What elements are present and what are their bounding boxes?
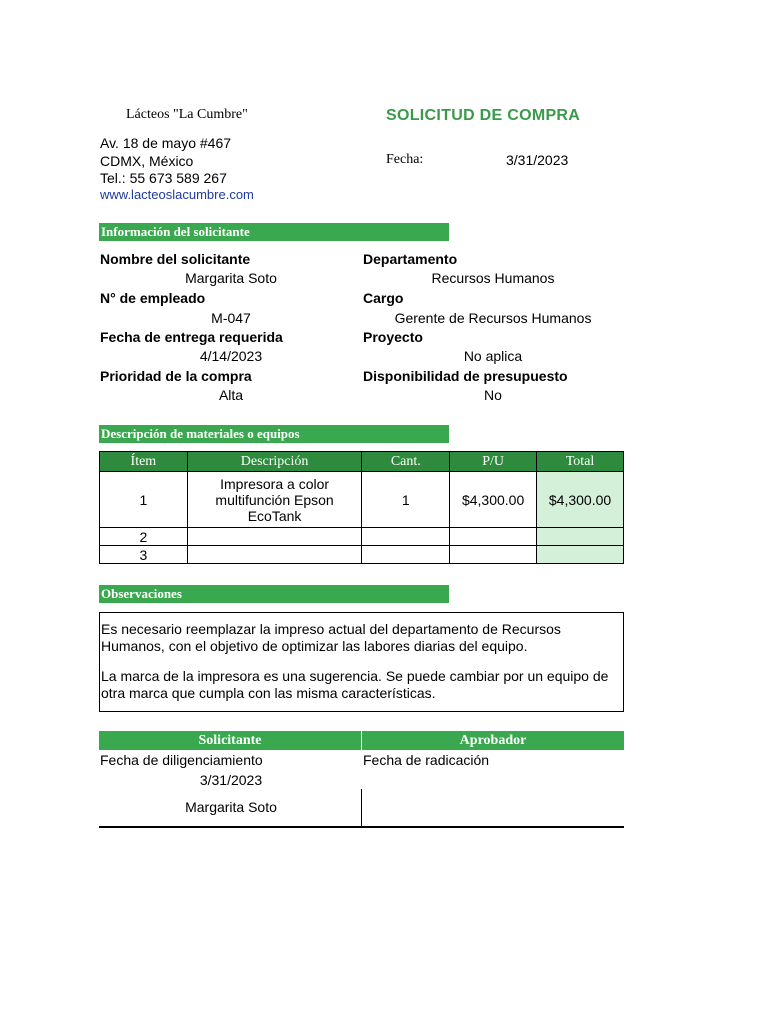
item-number-cell: 2 — [100, 528, 188, 546]
department-label: Departamento — [363, 251, 458, 267]
budget-value: No — [484, 387, 502, 403]
quantity-cell — [362, 528, 450, 546]
item-number-cell: 3 — [100, 546, 188, 564]
department-value: Recursos Humanos — [431, 270, 555, 286]
requester-date-value: 3/31/2023 — [199, 772, 263, 788]
observations-section-header: Observaciones — [99, 585, 449, 603]
column-header-quantity: Cant. — [362, 452, 450, 472]
date-label: Fecha: — [386, 152, 424, 167]
column-header-unit-price: P/U — [450, 452, 537, 472]
document-title: SOLICITUD DE COMPRA — [386, 107, 581, 124]
applicant-name-label: Nombre del solicitante — [100, 251, 251, 267]
unit-price-cell — [450, 528, 537, 546]
delivery-date-value: 4/14/2023 — [199, 348, 263, 364]
description-cell: Impresora a color multifunción Epson EcoTank — [187, 472, 362, 528]
description-cell — [187, 528, 362, 546]
total-cell — [537, 546, 624, 564]
applicant-section-header: Información del solicitante — [99, 223, 449, 241]
column-header-description: Descripción — [187, 452, 362, 472]
unit-price-cell — [450, 546, 537, 564]
requester-date-label: Fecha de diligenciamiento — [100, 752, 263, 768]
observations-box — [99, 612, 624, 712]
address-line-1: Av. 18 de mayo #467 — [100, 135, 232, 151]
phone-number: Tel.: 55 673 589 267 — [100, 170, 227, 186]
position-value: Gerente de Recursos Humanos — [394, 310, 592, 326]
project-value: No aplica — [463, 348, 523, 364]
table-row — [100, 546, 624, 564]
requester-name: Margarita Soto — [185, 799, 277, 815]
budget-label: Disponibilidad de presupuesto — [363, 368, 568, 384]
requester-header: Solicitante — [99, 731, 361, 750]
unit-price-cell: $4,300.00 — [450, 472, 537, 528]
approver-header: Aprobador — [362, 731, 624, 750]
table-row — [100, 472, 624, 528]
observation-paragraph-2: La marca de la impresora es una sugerencia. Se puede cambiar por un equipo de otra marca que cumpla con las misma características. — [101, 668, 609, 701]
signature-divider — [361, 789, 362, 827]
employee-number-value: M-047 — [211, 310, 251, 326]
column-header-item: Ítem — [100, 452, 188, 472]
table-row — [100, 528, 624, 546]
materials-section-header: Descripción de materiales o equipos — [99, 425, 449, 443]
description-cell — [187, 546, 362, 564]
observation-paragraph-1: Es necesario reemplazar la impreso actual del departamento de Recursos Humanos, con el objetivo de optimizar las labores diarias del equipo. — [101, 621, 561, 654]
approver-date-label: Fecha de radicación — [363, 752, 490, 768]
position-label: Cargo — [363, 290, 404, 306]
company-name: Lácteos "La Cumbre" — [126, 107, 248, 122]
website-link[interactable]: www.lacteoslacumbre.com — [100, 187, 254, 202]
priority-label: Prioridad de la compra — [100, 368, 252, 384]
delivery-date-label: Fecha de entrega requerida — [100, 329, 283, 345]
signature-line — [99, 826, 624, 828]
total-cell — [537, 528, 624, 546]
priority-value: Alta — [218, 387, 244, 403]
materials-table — [99, 451, 624, 564]
project-label: Proyecto — [363, 329, 423, 345]
quantity-cell — [362, 546, 450, 564]
column-header-total: Total — [537, 452, 624, 472]
header-divider — [361, 731, 362, 750]
applicant-name-value: Margarita Soto — [185, 270, 277, 286]
item-number-cell: 1 — [100, 472, 188, 528]
total-cell: $4,300.00 — [537, 472, 624, 528]
date-value: 3/31/2023 — [506, 152, 569, 168]
materials-header-row — [100, 452, 624, 472]
quantity-cell: 1 — [362, 472, 450, 528]
employee-number-label: N° de empleado — [100, 290, 206, 306]
address-line-2: CDMX, México — [100, 153, 194, 169]
